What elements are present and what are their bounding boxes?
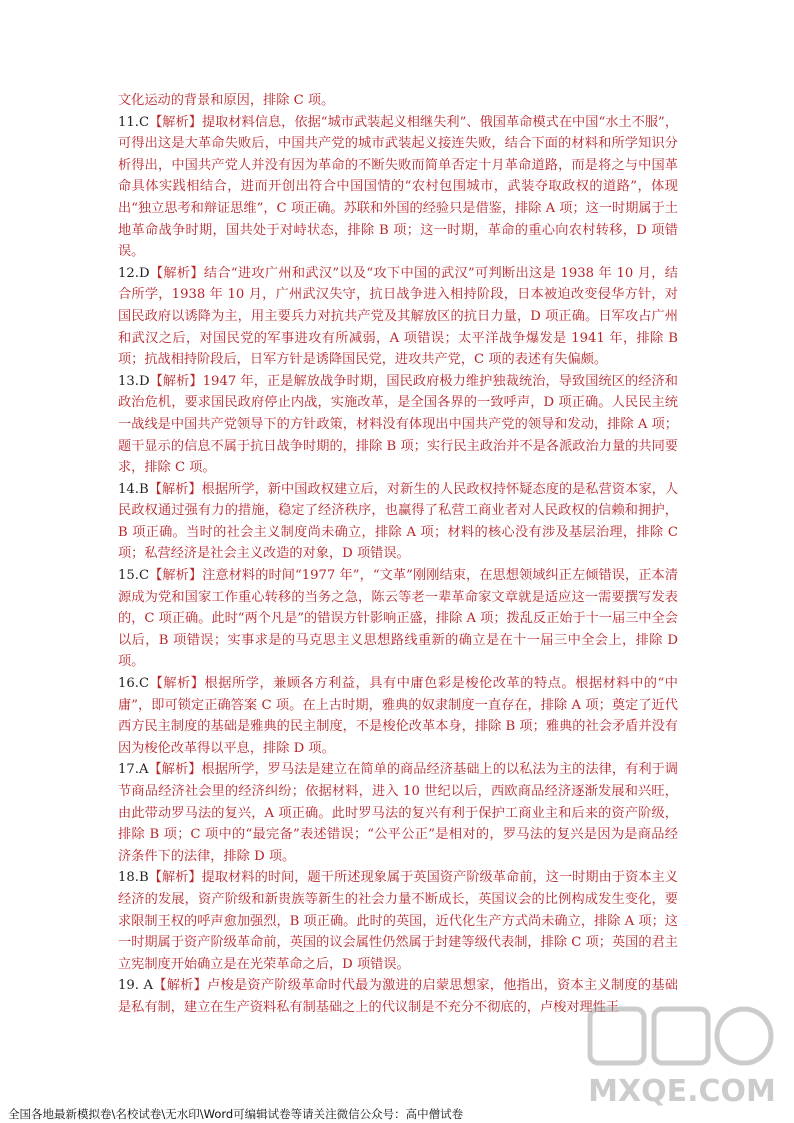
analysis-text: 根据所学，兼顾各方利益，具有中庸色彩是梭伦改革的特点。根据材料中的“中庸”，即可锁定正确答案 C 项。在上古时期，雅典的奴隶制度一直存在，排除 A 项；奠定了近代西方民主制度的基础是雅典的民主制度，不是梭伦改革本身，排除 B 项；雅典的社会矛盾并没有因为梭伦改革得以平息，排除 D 项。 bbox=[118, 676, 678, 756]
answer-circle-logo bbox=[584, 1003, 780, 1115]
logo-url-text: MXQE.COM bbox=[588, 1074, 776, 1109]
analysis-tag: 【解析】 bbox=[149, 373, 203, 389]
question-number: 17.A bbox=[118, 762, 149, 778]
question-number: 11.C bbox=[118, 114, 150, 130]
analysis-paragraph bbox=[118, 565, 678, 673]
analysis-text: 卢梭是资产阶级革命时代最为激进的启蒙思想家，他指出，资本主义制度的基础是私有制，建立在生产资料私有制基础之上的代议制是不充分不彻底的，卢梭对理性王 bbox=[118, 978, 678, 1015]
analysis-paragraph bbox=[118, 673, 678, 759]
analysis-paragraph bbox=[118, 867, 678, 975]
analysis-tag: 【解析】 bbox=[148, 481, 202, 497]
analysis-paragraph bbox=[118, 479, 678, 565]
analysis-paragraph bbox=[118, 263, 678, 371]
question-number: 13.D bbox=[118, 373, 150, 389]
analysis-tag: 【解析】 bbox=[148, 762, 202, 778]
analysis-text: 1947 年，正是解放战争时期，国民政府极力维护独裁统治，导致国统区的经济和政治危机，要求国民政府停止内战，实施改革，是全国各界的一致呼声，D 项正确。人民民主统一战线是中国共产党领导下的方针政策，材料没有体现出中国共产党的领导和发动，排除 A 项；题干显示的信息不属于抗日战争时期的，排除 B 项；实行民主政治并不是各派政治力量的共同要求，排除 C 项。 bbox=[118, 373, 678, 476]
question-number: 18.B bbox=[118, 870, 149, 886]
analysis-text: 提取材料信息，依据“城市武装起义相继失利”、俄国革命模式在中国“水土不服”，可得出这是大革命失败后，中国共产党的城市武装起义接连失败，结合下面的材料和所学知识分析得出，中国共产党人并没有因为革命的不断失败而简单否定十月革命道路，而是将之与中国革命具体实践相结合，进而开创出符合中国国情的“农村包围城市，武装夺取政权的道路”，体现出“独立思考和辩证思维”，C 项正确。苏联和外国的经验只是借鉴，排除 A 项；这一时期属于土地革命战争时期，国共处于对峙状态，排除 B 项；这一时期，革命的重心向农村转移，D 项错误。 bbox=[118, 114, 679, 260]
footer-note: 全国各地最新模拟卷\名校试卷\无水印\Word可编辑试卷等请关注微信公众号：高中僧试卷 bbox=[8, 1107, 464, 1121]
analysis-text: 结合“进攻广州和武汉”以及“攻下中国的武汉”可判断出这是 1938 年 10 月，结合所学，1938 年 10 月，广州武汉失守，抗日战争进入相持阶段，日本被迫改变侵华方针，对国民政府以诱降为主，用主要兵力对抗共产党及其解放区的抗日力量，D 项正确。日军攻占广州和武汉之后，对国民党的军事进攻有所减弱，A 项错误；太平洋战争爆发是 1941 年，排除 B 项；抗战相持阶段后，日军方针是诱降国民党，进攻共产党，C 项的表述有失偏颇。 bbox=[118, 265, 678, 368]
analysis-text: 注意材料的时间“1977 年”，“文革”刚刚结束，在思想领域纠正左倾错误，正本清源成为党和国家工作重心转移的当务之急，陈云等老一辈革命家文章就是适应这一需要撰写发表的，C 项正确。此时“两个凡是”的错误方针影响正盛，排除 A 项；拨乱反正始于十一届三中全会以后，B 项错误；实事求是的马克思主义思想路线重新的确立是在十一届三中全会上，排除 D 项。 bbox=[118, 568, 679, 670]
analysis-paragraph bbox=[118, 371, 678, 479]
analysis-paragraph bbox=[118, 759, 678, 867]
analysis-paragraph bbox=[118, 90, 678, 112]
analysis-paragraph bbox=[118, 112, 678, 263]
analysis-tag: 【解析】 bbox=[149, 676, 205, 692]
analysis-tag: 【解析】 bbox=[149, 568, 203, 584]
analysis-text: 根据所学，罗马法是建立在简单的商品经济基础上的以私法为主的法律，有利于调节商品经济社会里的经济纠纷；依据材料，进入 10 世纪以后，西欧商品经济逐渐发展和兴旺，由此带动罗马法的复兴，A 项正确。此时罗马法的复兴有利于保护工商业主和后来的资产阶级，排除 B 项；C 项中的“最完备”表述错误；“公平公正”是相对的，罗马法的复兴是因为是商品经济条件下的法律，排除 D 项。 bbox=[118, 762, 678, 864]
question-number: 14.B bbox=[118, 481, 149, 497]
question-number: 12.D bbox=[118, 265, 150, 281]
analysis-tag: 【解析】 bbox=[149, 114, 202, 130]
analysis-tag: 【解析】 bbox=[152, 978, 208, 994]
analysis-tag: 【解析】 bbox=[149, 265, 204, 281]
analysis-tag: 【解析】 bbox=[148, 870, 202, 886]
question-number: 15.C bbox=[118, 568, 150, 584]
analysis-text: 文化运动的背景和原因，排除 C 项。 bbox=[118, 93, 335, 108]
answer-analysis-body bbox=[118, 90, 678, 1019]
analysis-text: 根据所学，新中国政权建立后，对新生的人民政权持怀疑态度的是私营资本家，人民政权通过强有力的措施，稳定了经济秩序，也赢得了私营工商业者对人民政权的信赖和拥护，B 项正确。当时的社会主义制度尚未确立，排除 A 项；材料的核心没有涉及基层治理，排除 C 项；私营经济是社会主义改造的对象，D 项错误。 bbox=[118, 481, 679, 562]
analysis-text: 提取材料的时间，题干所述现象属于英国资产阶级革命前，这一时期由于资本主义经济的发展，资产阶级和新贵族等新生的社会力量不断成长，英国议会的比例构成发生变化，要求限制王权的呼声愈加强烈，B 项正确。此时的英国，近代化生产方式尚未确立，排除 A 项；这一时期属于资产阶级革命前，英国的议会属性仍然属于封建等级代表制，排除 C 项；英国的君主立宪制度开始确立是在光荣革命之后，D 项错误。 bbox=[118, 870, 679, 972]
question-number: 16.C bbox=[118, 676, 150, 692]
question-number: 19. A bbox=[118, 978, 153, 994]
